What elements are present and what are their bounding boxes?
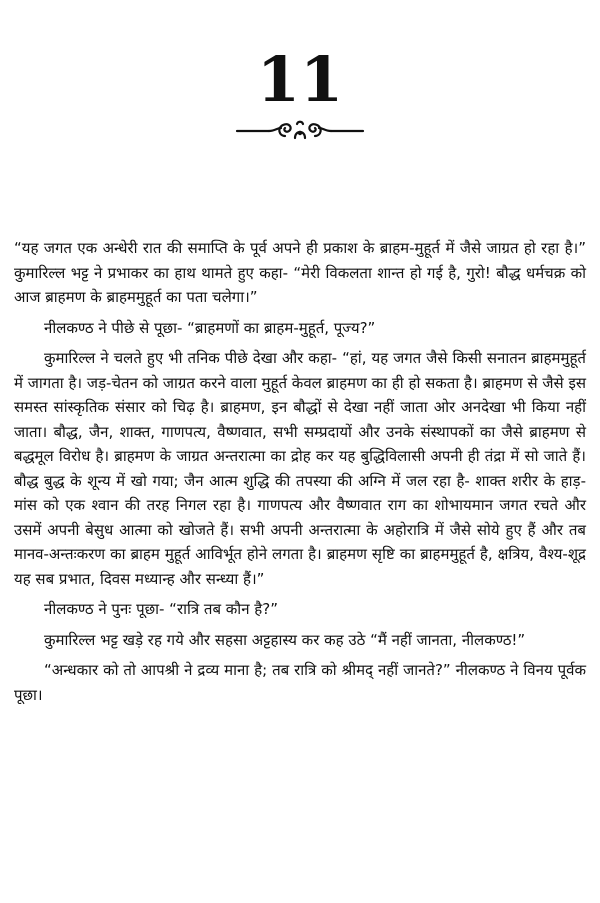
- paragraph-5: कुमारिल्ल भट्ट खड़े रह गये और सहसा अट्टहास्य कर कह उठे “मैं नहीं जानता, नीलकण्ठ!”: [44, 630, 526, 649]
- paragraph-3: कुमारिल्ल ने चलते हुए भी तनिक पीछे देखा और कहा- “हां, यह जगत जैसे किसी सनातन ब्राहममुहूर्त में जागता है। जड़-चेतन को जाग्रत करने वाला मुहूर्त केवल ब्राहमण का ही हो सकता है। ब्राहमण से जैसे इस समस्त सांस्कृतिक संसार को चिढ़ है। ब्राहमण, इन बौद्धों से देखा नहीं जाता ओर अनदेखा भी किया नहीं जाता। बौद्ध, जैन, शाक्त, गाणपत्य, वैष्णवात, सभी सम्प्रदायों और उनके संस्थापकों का जैसे ब्राहमण से बद्धमूल विरोध है। ब्राहमण के जाग्रत अन्तरात्मा का द्रोह कर यह बुद्धिविलासी अपनी ही तंद्रा में सो जाते हैं। बौद्ध बुद्ध के शून्य में खो गया; जैन आत्म शुद्धि की तपस्या की अग्नि में जल रहा है- शाक्त शरीर के हाड़-मांस को एक श्वान की तरह निगल रहा है। गाणपत्य और वैष्णवात राग का शोभायमान जगत रचते और उसमें अपनी बेसुध आत्मा को खोजते हैं। सभी अपनी अन्तरात्मा के अहोरात्रि में जैसे सोये हुए हैं और तब मानव-अन्तःकरण का ब्राहम मुहूर्त आविर्भूत होने लगता है। ब्राहमण सृष्टि का ब्राहममुहूर्त है, क्षत्रिय, वैश्य-शूद्र यह सब प्रभात, दिवस मध्यान्ह और सन्ध्या हैं।”: [14, 349, 586, 588]
- paragraph-2: नीलकण्ठ ने पीछे से पूछा- “ब्राहमणों का ब्राहम-मुहूर्त, पूज्य?”: [44, 318, 376, 337]
- paragraph-4: नीलकण्ठ ने पुनः पूछा- “रात्रि तब कौन है?”: [44, 600, 278, 618]
- paragraph-6: “अन्धकार को तो आपश्री ने द्रव्य माना है; तब रात्रि को श्रीमद् नहीं जानते?” नीलकण्ठ ने विनय पूर्वक पूछा।: [14, 661, 586, 704]
- paragraph-1: “यह जगत एक अन्धेरी रात की समाप्ति के पूर्व अपने ही प्रकाश के ब्राहम-मुहूर्त में जैसे जाग्रत हो रहा है।” कुमारिल्ल भट्ट ने प्रभाकर का हाथ थामते हुए कहा- “मेरी विकलता शान्त हो गई है, गुरो! बौद्ध धर्मचक्र को आज ब्राहमण के ब्राहममुहूर्त का पता चलेगा।”: [14, 239, 586, 306]
- chapter-text: [14, 236, 586, 713]
- chapter-number: 11: [256, 43, 344, 116]
- chapter-ornament-icon: [235, 116, 365, 146]
